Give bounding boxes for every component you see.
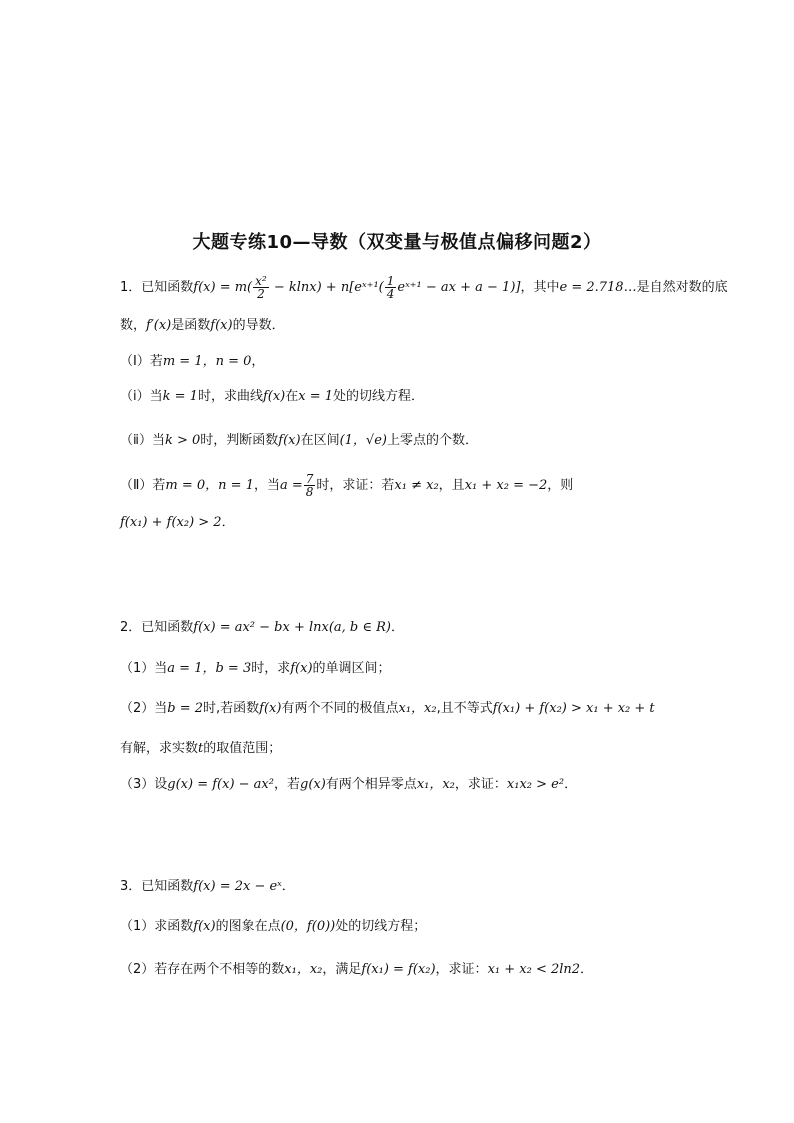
fraction: $\frac{7}{8}$	[305, 472, 314, 499]
problem-1-line-1: 1．已知函数f(x) = m( $\frac{\text{x²}}{2}$ − klnx) + n[eˣ⁺¹( $\frac{1}{4}$ eˣ⁺¹ − ax + a − 1)]，其中e = 2.718…是自然对数的底	[120, 274, 728, 301]
problem-1-line-7: f(x₁) + f(x₂) > 2．	[120, 515, 235, 530]
problem-1-line-2: 数，f′(x)是函数f(x)的导数．	[120, 318, 285, 333]
fraction: $\frac{1}{4}$	[386, 274, 395, 301]
problem-1-line-6: （Ⅱ）若m = 0，n = 1，当a = $\frac{7}{8}$ 时，求证：若x₁ ≠ x₂，且x₁ + x₂ = −2，则	[120, 472, 574, 499]
fraction: $\frac{\text{x²}}{2}$	[255, 274, 267, 301]
problem-3-line-2: （1）求函数f(x)的图象在点(0，f(0))处的切线方程；	[120, 919, 427, 934]
problem-2-line-1: 2．已知函数f(x) = ax² − bx + lnx(a, b ∈ R)．	[120, 620, 405, 635]
problem-1-line-5: （ⅱ）当k > 0时，判断函数f(x)在区间(1，√e)上零点的个数．	[120, 433, 479, 448]
page-title: 大题专练10—导数（双变量与极值点偏移问题2）	[192, 232, 602, 253]
problem-3-line-1: 3．已知函数f(x) = 2x − eˣ．	[120, 879, 295, 894]
problem-2-line-5: （3）设g(x) = f(x) − ax²，若g(x)有两个相异零点x₁，x₂，求证：x₁x₂ > e²．	[120, 777, 578, 792]
problem-3-line-3: （2）若存在两个不相等的数x₁，x₂，满足f(x₁) = f(x₂)，求证：x₁ + x₂ < 2ln2．	[120, 962, 594, 977]
problem-2-line-3: （2）当b = 2时,若函数f(x)有两个不同的极值点x₁，x₂,且不等式f(x₁) + f(x₂) > x₁ + x₂ + t	[120, 701, 655, 716]
problem-1-line-4: （ⅰ）当k = 1时，求曲线f(x)在x = 1处的切线方程．	[120, 389, 425, 404]
problem-2-line-2: （1）当a = 1，b = 3时，求f(x)的单调区间；	[120, 661, 391, 676]
problem-2-line-4: 有解，求实数t的取值范围；	[120, 741, 282, 756]
problem-1-line-3: （Ⅰ）若m = 1，n = 0，	[120, 354, 265, 369]
